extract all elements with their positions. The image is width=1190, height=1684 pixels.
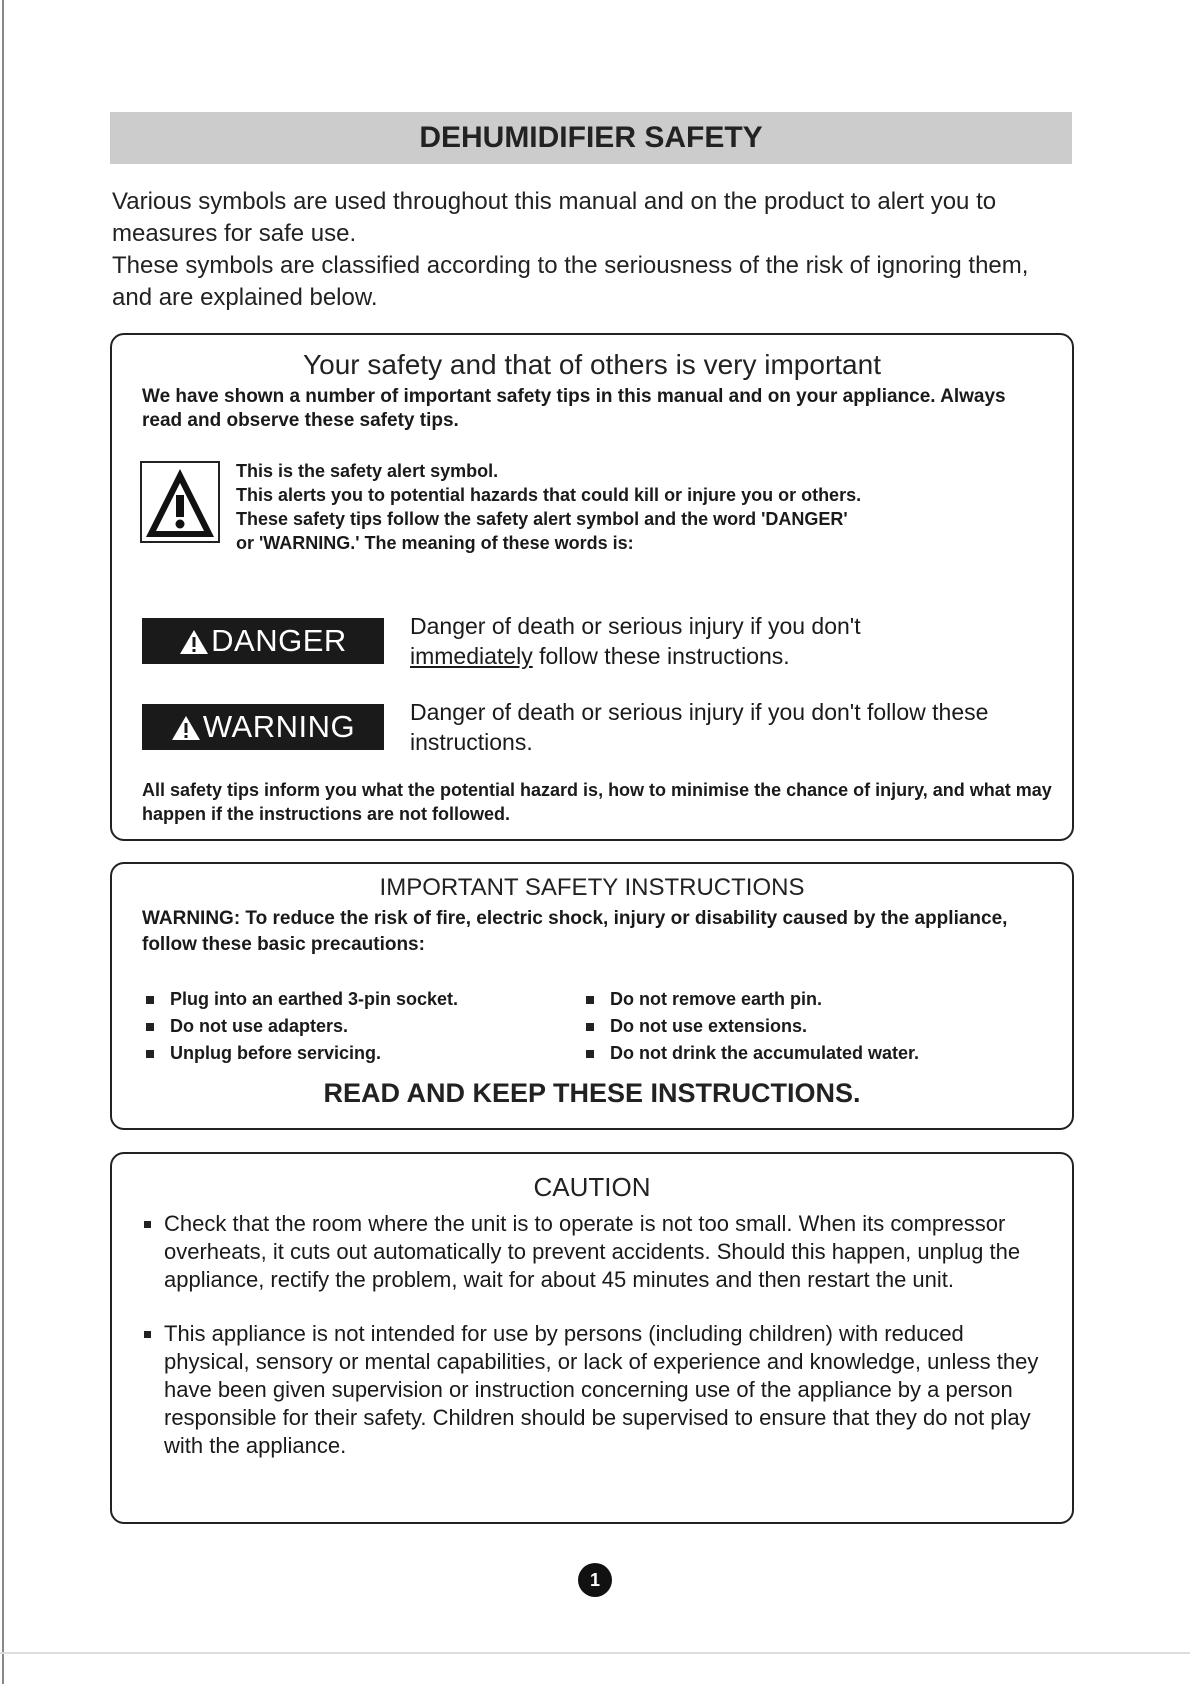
precautions-list-right <box>586 986 1056 1067</box>
safety-box-intro: We have shown a number of important safety tips in this manual and on your appliance. Always read and observe these safety tips. <box>142 386 1006 431</box>
safety-importance-box <box>110 333 1074 841</box>
list-item: Plug into an earthed 3-pin socket. <box>146 986 566 1013</box>
danger-desc-underlined: immediately <box>410 643 533 669</box>
page-bottom-edge <box>0 1652 1190 1654</box>
alert-triangle-icon <box>171 715 201 741</box>
read-keep-instructions: READ AND KEEP THESE INSTRUCTIONS. <box>323 1078 861 1108</box>
alert-line: or 'WARNING.' The meaning of these words is: <box>236 533 634 553</box>
list-item: This appliance is not intended for use by persons (including children) with reduced physical, sensory or mental capabilities, or lack of experience and knowledge, unless they have been given supervision or instruction concerning use of the appliance by a person responsible for their safety. Children should be supervised to ensure that they do not play with the appliance. <box>142 1320 1052 1460</box>
danger-label-text: DANGER <box>211 623 347 658</box>
page-title: DEHUMIDIFIER SAFETY <box>110 112 1072 164</box>
list-item: Do not use adapters. <box>146 1013 566 1040</box>
warning-description: Danger of death or serious injury if you don't follow these instructions. <box>410 699 989 755</box>
danger-desc-start: Danger of death or serious injury if you don't <box>410 613 861 639</box>
list-item: Check that the room where the unit is to operate is not too small. When its compressor overheats, it cuts out automatically to prevent accidents. Should this happen, unplug the appliance, rectify the problem, wait for about 45 minutes and then restart the unit. <box>142 1210 1052 1294</box>
safety-box-heading: Your safety and that of others is very important <box>303 349 881 380</box>
page-number: 1 <box>578 1563 612 1597</box>
page-edge <box>2 0 4 1684</box>
danger-desc-end: follow these instructions. <box>532 643 790 669</box>
warning-label <box>142 704 384 750</box>
intro-text <box>112 186 1072 314</box>
instructions-warning: WARNING: To reduce the risk of fire, electric shock, injury or disability caused by the appliance, follow these basic precautions: <box>142 908 1008 955</box>
safety-alert-description <box>236 459 1056 555</box>
intro-line-1: Various symbols are used throughout this manual and on the product to alert you to measures for safe use. <box>112 188 997 247</box>
alert-line: These safety tips follow the safety alert symbol and the word 'DANGER' <box>236 509 848 529</box>
precautions-list-left <box>146 986 566 1067</box>
caution-heading: CAUTION <box>533 1172 651 1202</box>
list-item: Do not drink the accumulated water. <box>586 1040 1056 1067</box>
list-item: Do not remove earth pin. <box>586 986 1056 1013</box>
alert-line: This is the safety alert symbol. <box>236 461 499 481</box>
instructions-heading: IMPORTANT SAFETY INSTRUCTIONS <box>379 874 805 901</box>
caution-list <box>142 1210 1052 1460</box>
alert-line: This alerts you to potential hazards that could kill or injure you or others. <box>236 485 862 505</box>
warning-triangle-icon <box>140 461 220 548</box>
important-instructions-box <box>110 862 1074 1130</box>
safety-box-footer: All safety tips inform you what the potential hazard is, how to minimise the chance of injury, and what may happen if the instructions are not followed. <box>142 780 1052 824</box>
intro-line-2: These symbols are classified according to the seriousness of the risk of ignoring them, and are explained below. <box>112 252 1029 311</box>
list-item: Do not use extensions. <box>586 1013 1056 1040</box>
danger-description <box>410 611 1030 671</box>
alert-triangle-icon <box>179 629 209 655</box>
danger-label <box>142 618 384 664</box>
list-item: Unplug before servicing. <box>146 1040 566 1067</box>
caution-box <box>110 1152 1074 1524</box>
warning-label-text: WARNING <box>202 709 356 744</box>
